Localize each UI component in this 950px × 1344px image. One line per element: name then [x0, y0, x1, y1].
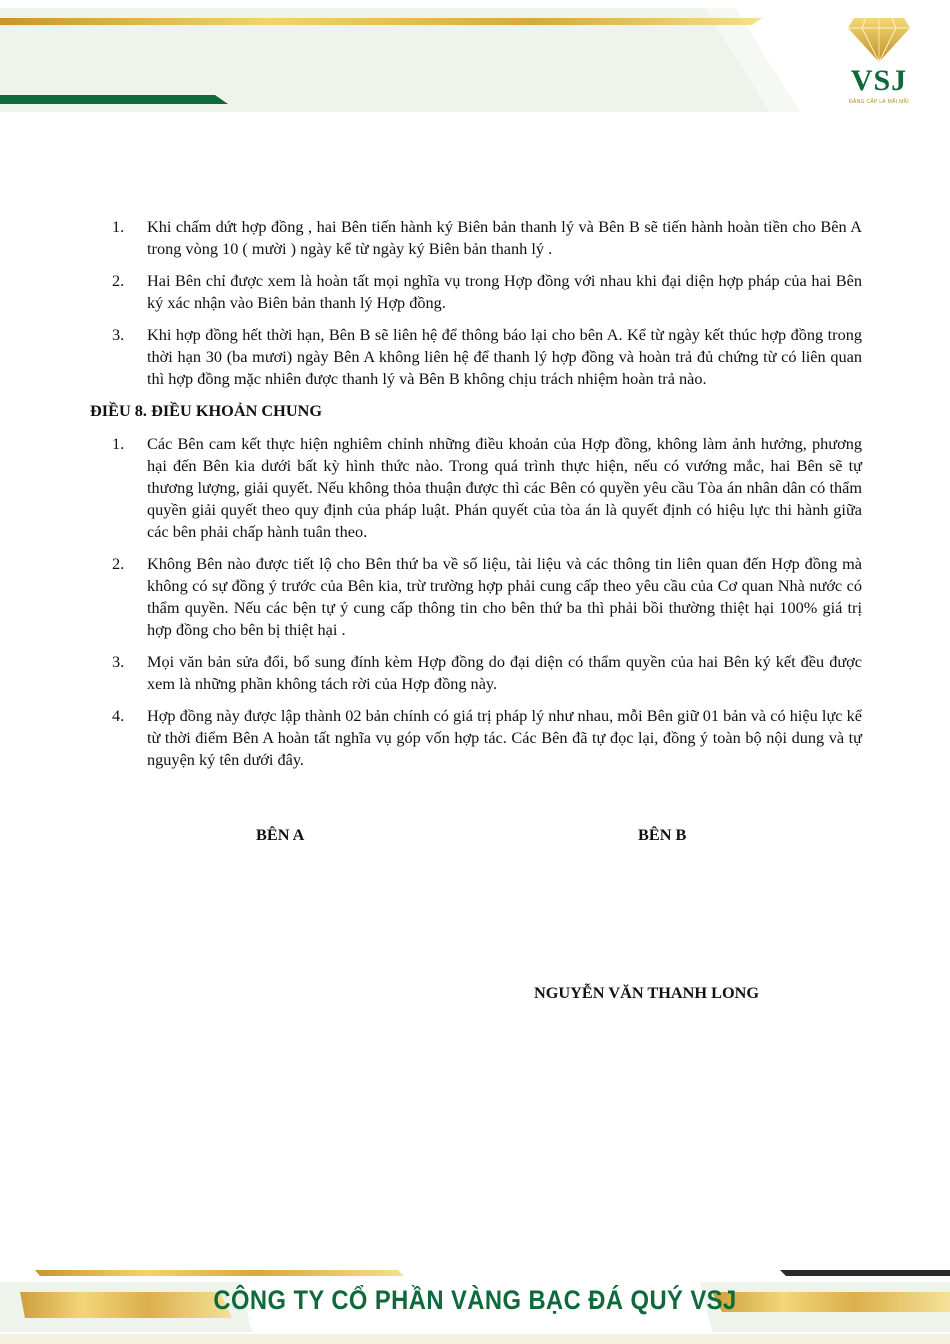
- list-item: [90, 270, 862, 314]
- header-decoration: [0, 0, 950, 140]
- item-text: Mọi văn bản sửa đổi, bổ sung đính kèm Hợp đồng do đại diện có thẩm quyền của hai Bên ký kết đều được xem là những phần không tách rời của Hợp đồng này.: [147, 652, 862, 693]
- list-item: [90, 705, 862, 771]
- item-text: Các Bên cam kết thực hiện nghiêm chỉnh những điều khoản của Hợp đồng, không làm ảnh hưởng, phương hại đến Bên kia dưới bất kỳ hình thức nào. Trong quá trình thực hiện, nếu có vướng mắc, hai Bên sẽ tự thương lượng, giải quyết. Nếu không thỏa thuận được thì các Bên có quyền yêu cầu Tòa án nhân dân có thẩm quyền giải quyết theo quy định của pháp luật. Phán quyết của tòa án là quyết định có hiệu lực thi hành giữa các bên phải chấp hành tuân theo.: [147, 434, 862, 541]
- party-a-label: BÊN A: [256, 825, 305, 844]
- item-number: 3.: [112, 325, 125, 344]
- list-item: [90, 216, 862, 260]
- footer-company-name: CÔNG TY CỔ PHẦN VÀNG BẠC ĐÁ QUÝ VSJ: [213, 1285, 737, 1315]
- item-text: Không Bên nào được tiết lộ cho Bên thứ ba về số liệu, tài liệu và các thông tin liên quan đến Hợp đồng mà không có sự đồng ý trước của Bên kia, trừ trường hợp phải cung cấp theo yêu cầu của Cơ quan Nhà nước có thẩm quyền. Nếu các bện tự ý cung cấp thông tin cho bên thứ ba thì phải bồi thường thiệt hại 100% giá trị hợp đồng cho bên bị thiệt hại .: [147, 554, 862, 639]
- party-b-signer-name: NGUYỄN VĂN THANH LONG: [534, 983, 760, 1002]
- list-item: [90, 433, 862, 543]
- contract-body: [90, 216, 862, 781]
- item-text: Khi chấm dứt hợp đồng , hai Bên tiến hành ký Biên bản thanh lý và Bên B sẽ tiến hành hoàn tiền cho Bên A trong vòng 10 ( mười ) ngày kể từ ngày ký Biên bản thanh lý .: [147, 217, 862, 258]
- list-item: [90, 651, 862, 695]
- item-number: 1.: [112, 434, 125, 453]
- party-b-label: BÊN B: [638, 825, 687, 844]
- list-item: [90, 553, 862, 641]
- item-text: Hai Bên chỉ được xem là hoàn tất mọi nghĩa vụ trong Hợp đồng với nhau khi đại diện hợp pháp của hai Bên ký xác nhận vào Biên bản thanh lý Hợp đồng.: [147, 271, 862, 312]
- logo-tagline: ĐẲNG CẤP LÀ MÃI MÃI: [849, 99, 909, 105]
- item-number: 1.: [112, 217, 125, 236]
- item-number: 2.: [112, 554, 125, 573]
- item-number: 3.: [112, 652, 125, 671]
- item-text: Hợp đồng này được lập thành 02 bản chính có giá trị pháp lý như nhau, mỗi Bên giữ 01 bản và có hiệu lực kể từ thời điểm Bên A hoàn tất nghĩa vụ góp vốn hợp tác. Các Bên đã tự đọc lại, đồng ý toàn bộ nội dung và tự nguyện ký tên dưới đây.: [147, 706, 862, 769]
- item-number: 4.: [112, 706, 125, 725]
- diamond-icon: [846, 14, 912, 64]
- item-text: Khi hợp đồng hết thời hạn, Bên B sẽ liên hệ để thông báo lại cho bên A. Kể từ ngày kết thúc hợp đồng trong thời hạn 30 (ba mươi) ngày Bên A không liên hệ để thanh lý hợp đồng và hoàn trả đủ chứng từ có liên quan thì hợp đồng mặc nhiên được thanh lý và Bên B không chịu trách nhiệm hoàn trả nào.: [147, 325, 862, 388]
- logo-name: VSJ: [850, 64, 908, 97]
- article-heading: ĐIỀU 8. ĐIỀU KHOẢN CHUNG: [90, 401, 323, 420]
- item-number: 2.: [112, 271, 125, 290]
- company-logo: [838, 14, 920, 124]
- list-item: [90, 324, 862, 390]
